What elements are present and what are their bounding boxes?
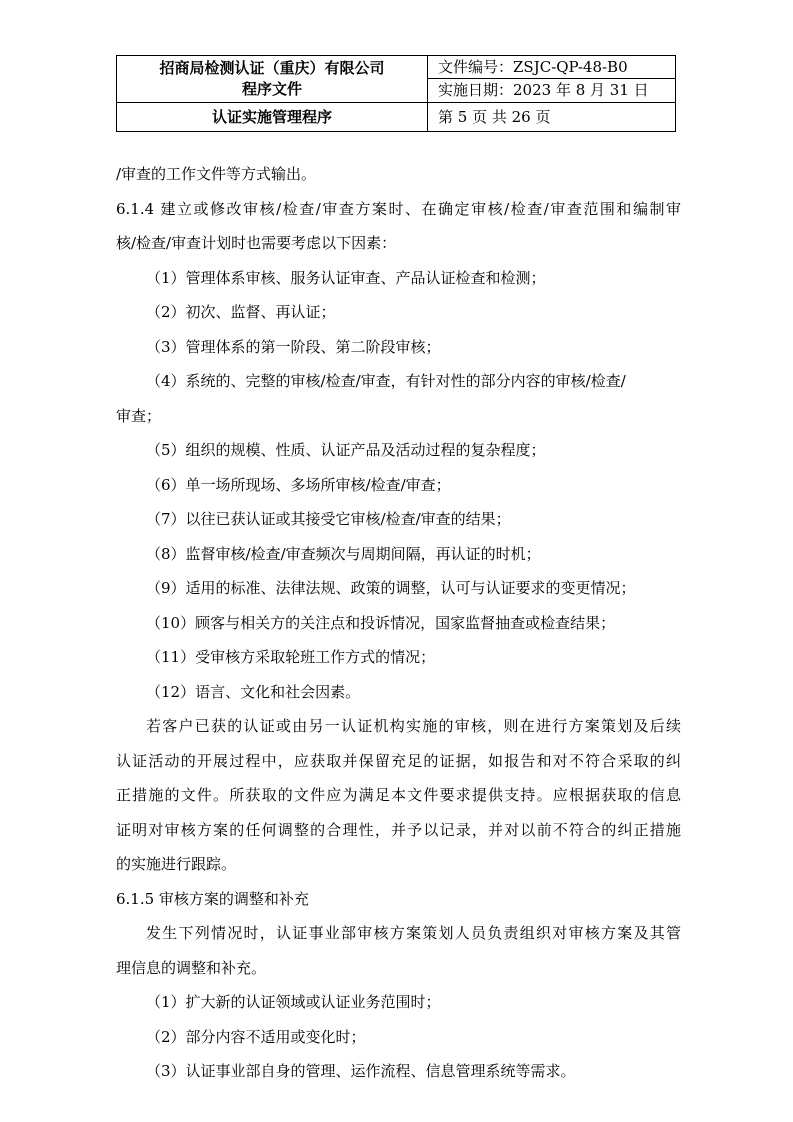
list-item-continuation: 审查； bbox=[116, 406, 162, 425]
list-item: （8）监督审核/检查/审查频次与周期间隔，再认证的时机； bbox=[146, 544, 541, 563]
document-title: 认证实施管理程序 bbox=[117, 103, 428, 132]
paragraph-line: 正措施的文件。所获取的文件应为满足本文件要求提供支持。应根据获取的信息 bbox=[116, 786, 681, 804]
paragraph-line: 证明对审核方案的任何调整的合理性，并予以记录，并对以前不符合的纠正措施 bbox=[116, 820, 681, 839]
list-item: （5）组织的规模、性质、认证产品及活动过程的复杂程度； bbox=[146, 441, 546, 459]
list-item: （1）管理体系审核、服务认证审查、产品认证检查和检测； bbox=[146, 268, 546, 287]
paragraph-line: 发生下列情况时，认证事业部审核方案策划人员负责组织对审核方案及其管 bbox=[146, 924, 681, 942]
paragraph-line: 认证活动的开展过程中，应获取并保留充足的证据，如报告和对不符合采取的纠 bbox=[116, 751, 681, 770]
list-item: （9）适用的标准、法律法规、政策的调整，认可与认证要求的变更情况； bbox=[146, 579, 636, 597]
list-item: （1）扩大新的认证领域或认证业务范围时； bbox=[146, 993, 441, 1011]
section-heading-6-1-4: 6.1.4 建立或修改审核/检查/审查方案时、在确定审核/检查/审查范围和编制审 bbox=[116, 199, 681, 218]
list-item: （2）初次、监督、再认证； bbox=[146, 303, 336, 321]
paragraph-line: 理信息的调整和补充。 bbox=[116, 958, 267, 977]
list-item: （10）顾客与相关方的关注点和投诉情况，国家监督抽查或检查结果； bbox=[146, 613, 616, 632]
list-item: （12）语言、文化和社会因素。 bbox=[146, 682, 361, 701]
document-body bbox=[116, 157, 681, 1089]
company-cell bbox=[117, 56, 428, 103]
paragraph-line: 若客户已获的认证或由另一认证机构实施的审核，则在进行方案策划及后续 bbox=[146, 717, 681, 735]
list-item: （6）单一场所现场、多场所审核/检查/审查； bbox=[146, 475, 451, 494]
list-item: （3）认证事业部自身的管理、运作流程、信息管理系统等需求。 bbox=[146, 1062, 576, 1080]
company-name: 招商局检测认证（重庆）有限公司 bbox=[159, 59, 385, 77]
list-item: （2）部分内容不适用或变化时； bbox=[146, 1027, 366, 1046]
list-item: （4）系统的、完整的审核/检查/审查，有针对性的部分内容的审核/检查/ bbox=[146, 372, 626, 390]
body-line: 核/检查/审查计划时也需要考虑以下因素： bbox=[116, 234, 397, 252]
document-number: 文件编号：ZSJC-QP-48-B0 bbox=[428, 56, 676, 79]
list-item: （11）受审核方采取轮班工作方式的情况； bbox=[146, 648, 436, 666]
list-item: （3）管理体系的第一阶段、第二阶段审核； bbox=[146, 337, 441, 356]
paragraph-line: 的实施进行跟踪。 bbox=[116, 855, 237, 873]
body-line: /审查的工作文件等方式输出。 bbox=[116, 165, 317, 183]
document-type: 程序文件 bbox=[241, 80, 302, 98]
list-item: （7）以往已获认证或其接受它审核/检查/审查的结果； bbox=[146, 510, 511, 528]
section-heading-6-1-5: 6.1.5 审核方案的调整和补充 bbox=[116, 889, 309, 908]
document-header-table bbox=[116, 55, 676, 132]
page-indicator: 第 5 页 共 26 页 bbox=[428, 103, 676, 132]
implementation-date: 实施日期：2023 年 8 月 31 日 bbox=[428, 79, 676, 103]
